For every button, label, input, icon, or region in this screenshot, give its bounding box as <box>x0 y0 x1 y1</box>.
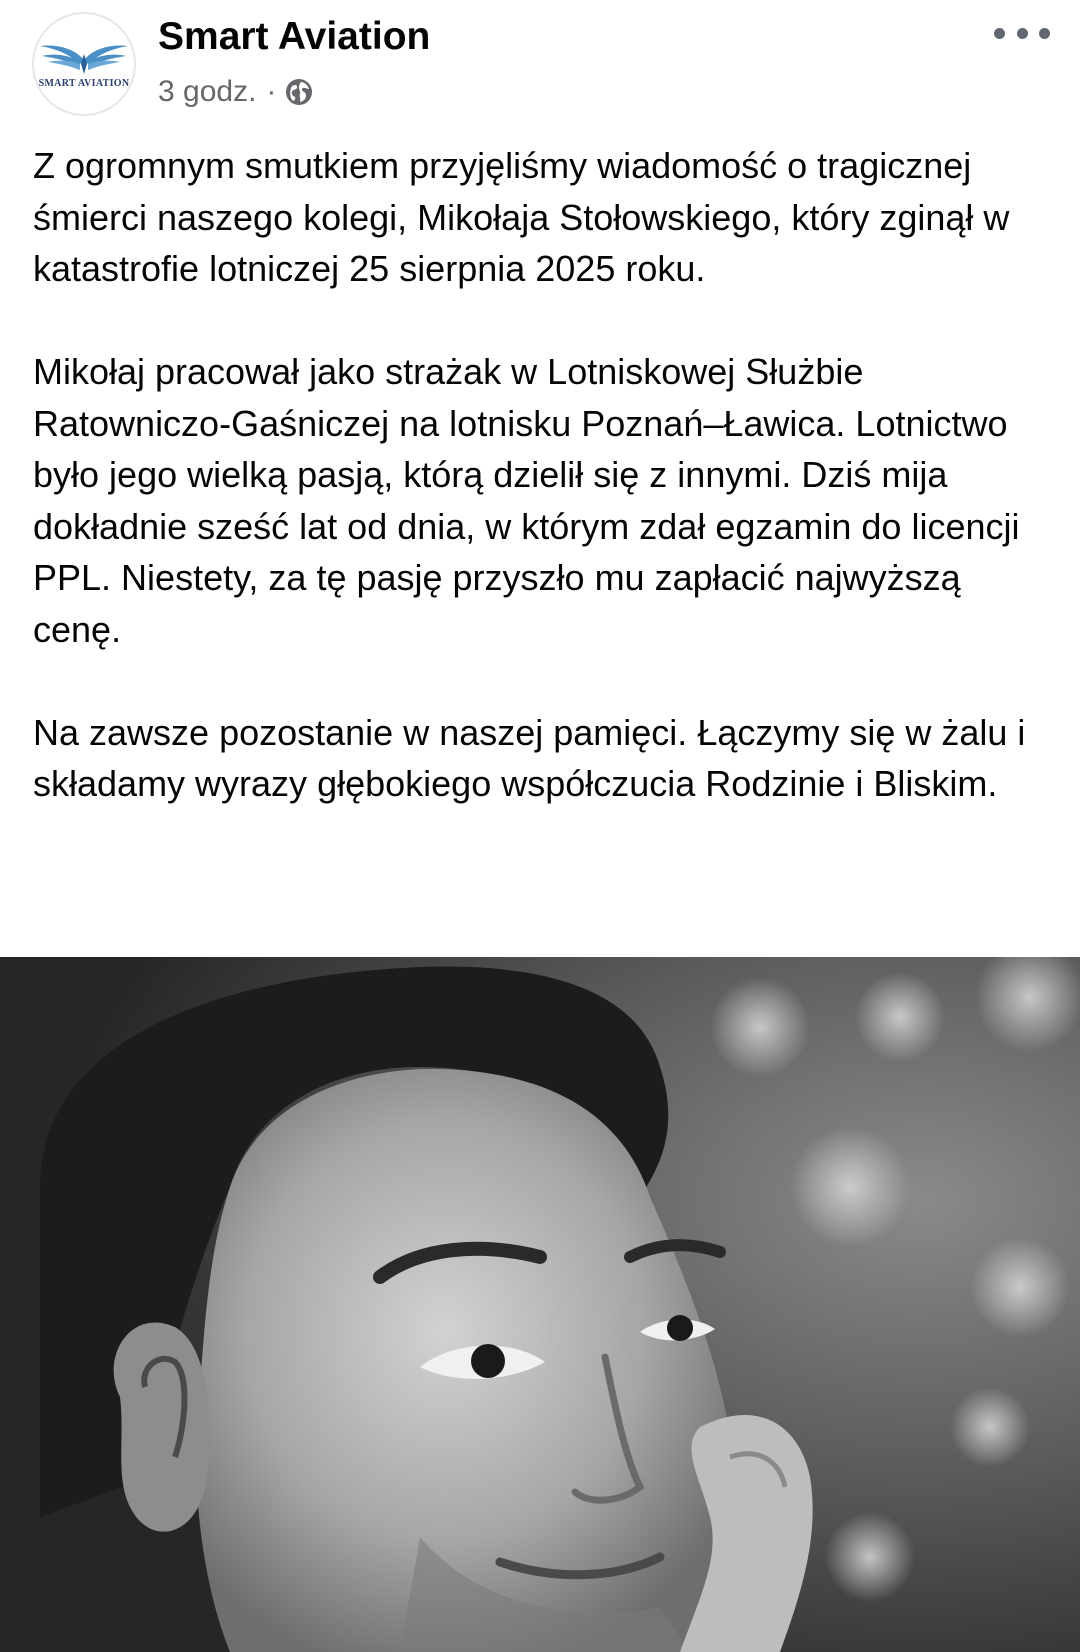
more-horizontal-icon <box>994 28 1005 39</box>
page-avatar[interactable] <box>32 12 136 116</box>
more-horizontal-icon <box>1017 28 1028 39</box>
post-text <box>33 140 1053 810</box>
post-paragraph-1: Z ogromnym smutkiem przyjęliśmy wiadomość o tragicznej śmierci naszego kolegi, Mikołaja Stołowskiego, który zginął w katastrofie lotniczej 25 sierpnia 2025 roku. <box>33 145 1010 289</box>
post-timestamp[interactable]: 3 godz. <box>158 75 257 108</box>
avatar-caption: SMART AVIATION <box>38 78 130 89</box>
meta-separator: · <box>266 75 277 108</box>
post-paragraph-2: Mikołaj pracował jako strażak w Lotniskowej Służbie Ratowniczo-Gaśniczej na lotnisku Poznań–Ławica. Lotnictwo było jego wielką pasją, którą dzielił się z innymi. Dziś mija dokładnie sześć lat od dnia, w którym zdał egzamin do licencji PPL. Niestety, za tę pasję przyszło mu zapłacić najwyższą cenę. <box>33 351 1020 650</box>
globe-icon <box>284 77 314 107</box>
post-meta <box>158 72 314 112</box>
more-horizontal-icon <box>1039 28 1050 39</box>
post-paragraph-3: Na zawsze pozostanie w naszej pamięci. Łączymy się w żalu i składamy wyrazy głębokiego współczucia Rodzinie i Bliskim. <box>33 711 1026 804</box>
post-photo[interactable] <box>0 957 1080 1652</box>
post-header <box>0 0 1080 130</box>
more-options-button[interactable] <box>994 18 1050 48</box>
page-name-link[interactable]: Smart Aviation <box>158 15 431 58</box>
portrait-photo <box>0 957 1080 1652</box>
smart-aviation-logo-icon <box>34 14 134 114</box>
